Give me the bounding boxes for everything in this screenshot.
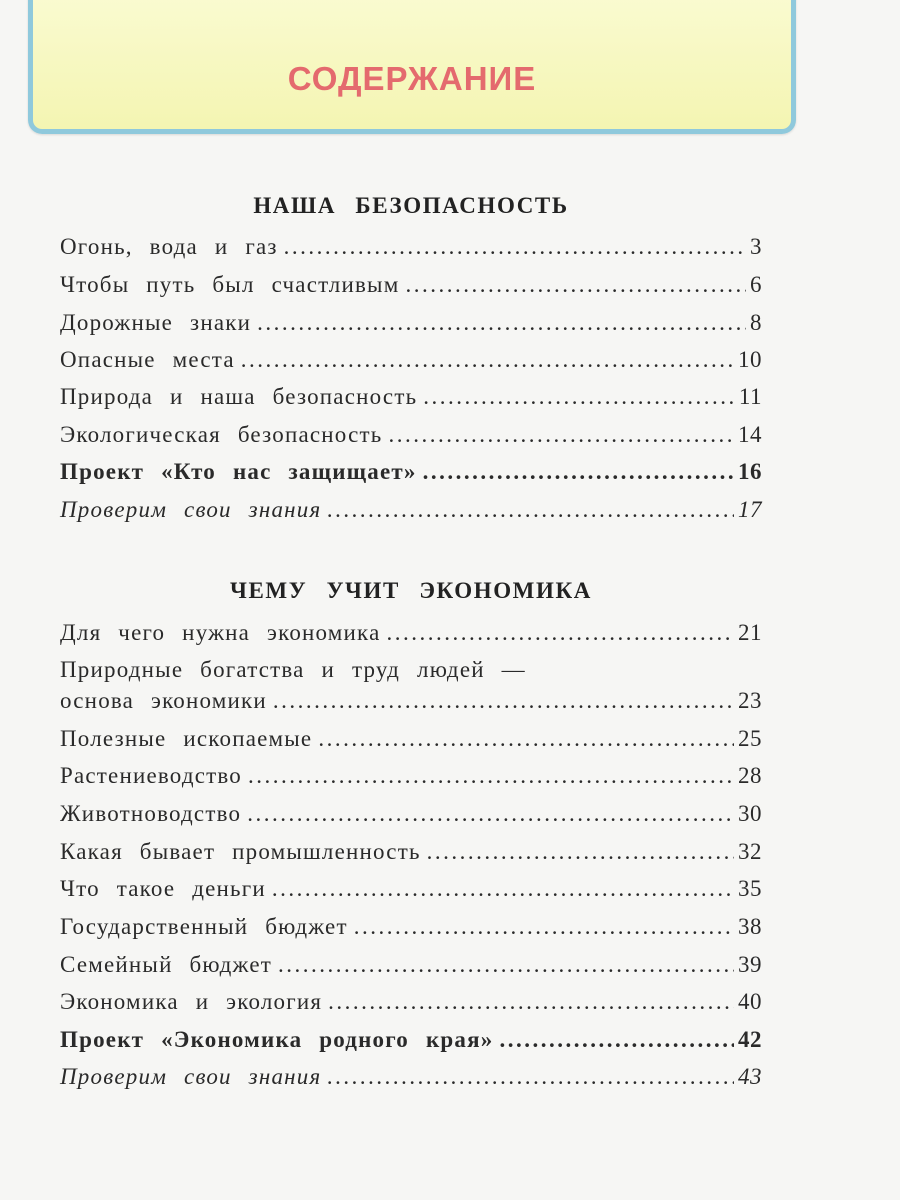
toc-entry-page: 8: [750, 310, 762, 335]
toc-entry[interactable]: [60, 914, 762, 940]
toc-entry-page: 6: [750, 272, 762, 297]
toc-entry-title: Огонь, вода и газ: [60, 234, 278, 259]
toc-entry-page: 28: [738, 763, 762, 788]
toc-entry-page: 38: [738, 914, 762, 939]
toc-entry[interactable]: [60, 422, 762, 448]
dot-leader: [423, 384, 735, 410]
toc-entry-page: 23: [738, 688, 762, 713]
toc-entry[interactable]: [60, 688, 762, 714]
toc-entry-title: Чтобы путь был счастливым: [60, 272, 400, 297]
toc-entry[interactable]: [60, 384, 762, 410]
toc-entry[interactable]: [60, 726, 762, 752]
toc-entry-title: Проект «Кто нас защищает»: [60, 459, 417, 484]
dot-leader: [257, 310, 746, 336]
section-title-safety: НАША БЕЗОПАСНОСТЬ: [253, 193, 569, 218]
toc-entry-page: 32: [738, 839, 762, 864]
header-banner: [28, 0, 796, 134]
toc-entry[interactable]: [60, 952, 762, 978]
toc-entry-title: Проект «Экономика родного края»: [60, 1027, 494, 1052]
toc-entry[interactable]: [60, 234, 762, 260]
toc-entry-title: основа экономики: [60, 688, 267, 713]
toc-entry-title: Опасные места: [60, 347, 235, 372]
dot-leader: [328, 989, 734, 1015]
toc-entry[interactable]: [60, 272, 762, 298]
toc-entry-page: 43: [738, 1064, 762, 1089]
dot-leader: [248, 763, 734, 789]
toc-entry[interactable]: [60, 620, 762, 646]
toc-entry-page: 35: [738, 876, 762, 901]
toc-entry-title: Проверим свои знания: [60, 497, 322, 522]
toc-entry-title-line1[interactable]: Природные богатства и труд людей —: [60, 657, 526, 682]
dot-leader: [423, 459, 734, 485]
dot-leader: [272, 876, 734, 902]
toc-entry[interactable]: [60, 347, 762, 373]
toc-entry-page: 17: [738, 497, 762, 522]
toc-entry-page: 30: [738, 801, 762, 826]
page-title: СОДЕРЖАНИЕ: [287, 60, 537, 97]
toc-entry[interactable]: [60, 310, 762, 336]
dot-leader: [388, 422, 734, 448]
dot-leader: [499, 1027, 734, 1053]
toc-entry-title: Экономика и экология: [60, 989, 323, 1014]
toc-entry-title: Что такое деньги: [60, 876, 266, 901]
toc-entry[interactable]: [60, 876, 762, 902]
dot-leader: [327, 1064, 734, 1090]
dot-leader: [278, 952, 734, 978]
toc-entry-project[interactable]: [60, 1027, 762, 1053]
toc-entry-title: Природа и наша безопасность: [60, 384, 418, 409]
toc-entry-title: Семейный бюджет: [60, 952, 272, 977]
toc-entry[interactable]: [60, 801, 762, 827]
dot-leader: [241, 347, 734, 373]
toc-entry[interactable]: [60, 989, 762, 1015]
toc-entry-page: 25: [738, 726, 762, 751]
toc-entry-title: Экологическая безопасность: [60, 422, 383, 447]
toc-entry[interactable]: [60, 839, 762, 865]
toc-entry-title: Животноводство: [60, 801, 242, 826]
toc-entry-title: Государственный бюджет: [60, 914, 348, 939]
toc-entry-title: Проверим свои знания: [60, 1064, 322, 1089]
section-title-economics: ЧЕМУ УЧИТ ЭКОНОМИКА: [230, 578, 592, 603]
dot-leader: [427, 839, 734, 865]
toc-entry-title: Дорожные знаки: [60, 310, 252, 335]
dot-leader: [318, 726, 734, 752]
toc-entry-page: 39: [738, 952, 762, 977]
toc-entry-page: 21: [738, 620, 762, 645]
toc-entry-page: 40: [738, 989, 762, 1014]
dot-leader: [247, 801, 734, 827]
toc-entry-title: Полезные ископаемые: [60, 726, 313, 751]
toc-entry-page: 42: [738, 1027, 762, 1052]
toc-entry-page: 11: [738, 384, 762, 409]
toc-entry-page: 16: [738, 459, 762, 484]
toc-entry-project[interactable]: [60, 459, 762, 485]
dot-leader: [284, 234, 746, 260]
dot-leader: [387, 620, 735, 646]
toc-entry-page: 14: [738, 422, 762, 447]
dot-leader: [405, 272, 746, 298]
toc-entry-review[interactable]: [60, 497, 762, 523]
dot-leader: [273, 688, 734, 714]
toc-entry-page: 3: [750, 234, 762, 259]
toc-entry[interactable]: [60, 763, 762, 789]
toc-entry-review[interactable]: [60, 1064, 762, 1090]
toc-entry-title: Какая бывает промышленность: [60, 839, 421, 864]
dot-leader: [354, 914, 734, 940]
dot-leader: [327, 497, 734, 523]
toc-entry-title: Растениеводство: [60, 763, 242, 788]
toc-entry-title: Для чего нужна экономика: [60, 620, 381, 645]
toc-entry-page: 10: [738, 347, 762, 372]
